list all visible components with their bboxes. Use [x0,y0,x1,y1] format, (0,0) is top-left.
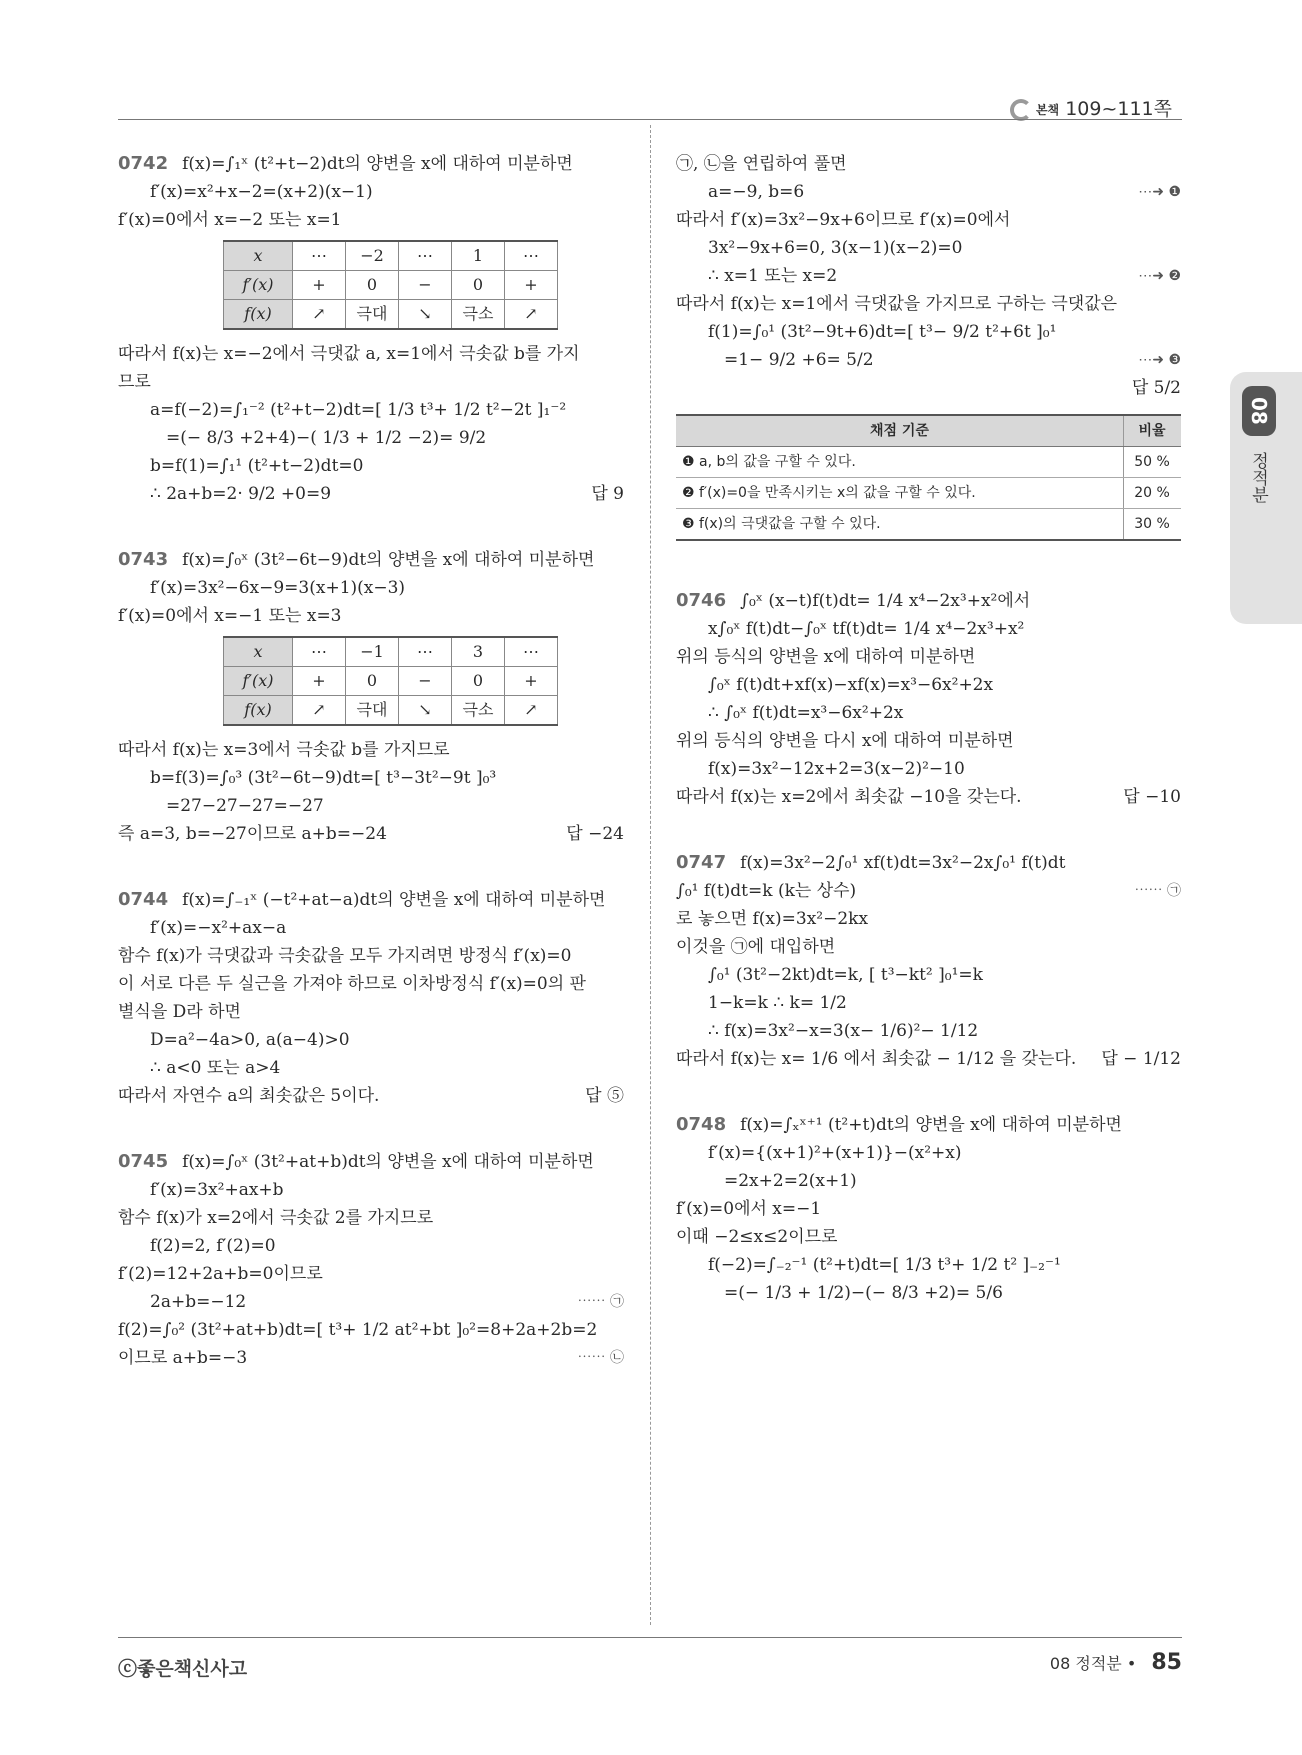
solution-text: =(− 1/3 + 1/2)−(− 8/3 +2)= 5/6 [724,1283,1003,1303]
solution-line [676,178,1181,206]
solution-line [118,178,624,206]
problem-heading [118,886,624,914]
section-gap [676,811,1181,849]
solution-line [676,206,1181,234]
column-divider [650,125,651,1625]
solution-line [676,933,1181,961]
section-gap [676,1073,1181,1111]
sign-table-cell: ↗ [293,696,346,726]
sign-table-cell: f(x) [224,696,293,726]
grading-row [676,478,1181,509]
solution-line [676,318,1181,346]
problem-statement: ∫₀ˣ (x−t)f(t)dt= 1/4 x⁴−2x³+x²에서 [740,591,1031,611]
sign-table-cell: ⋯ [293,637,346,667]
grading-criteria: ❸ f(x)의 극댓값을 구할 수 있다. [676,509,1124,541]
solution-line [676,643,1181,671]
solution-line [676,1139,1181,1167]
left-column [118,150,624,1372]
solution-text: 3x²−9x+6=0, 3(x−1)(x−2)=0 [708,238,963,258]
answer-label: 답 ⑤ [585,1086,624,1106]
solution-text: ∴ f(x)=3x²−x=3(x− 1/6)²− 1/12 [708,1021,979,1041]
solution-text: f(2)=2, f′(2)=0 [150,1236,276,1256]
solution-line [118,480,624,508]
grading-row [676,447,1181,478]
grading-criteria: ❶ a, b의 값을 구할 수 있다. [676,447,1124,478]
solution-line [118,1344,624,1372]
sign-table-cell: f′(x) [224,271,293,300]
step-marker: ⋯⋯ ㉡ [577,1350,624,1366]
solution-text: f′(x)=−x²+ax−a [150,918,287,938]
solution-text: ∫₀ˣ f(t)dt+xf(x)−xf(x)=x³−6x²+2x [708,675,994,695]
solution-text: f(2)=∫₀² (3t²+at+b)dt=[ t³+ 1/2 at²+bt ]₀²=8+2a+2b=2 [118,1320,598,1340]
problem-heading [118,150,624,178]
sign-table-row [224,637,558,667]
sign-table-cell: ⋯ [293,241,346,271]
solution-text: f(x)=3x²−12x+2=3(x−2)²−10 [708,759,965,779]
solution-line [118,340,624,368]
grading-header-criteria: 채점 기준 [676,415,1124,447]
solution-line [118,764,624,792]
solution-line [118,1204,624,1232]
solution-text: 따라서 f(x)는 x=−2에서 극댓값 a, x=1에서 극솟값 b를 가지 [118,344,580,364]
sign-table-cell: 1 [452,241,505,271]
header-rule [118,119,1182,120]
solution-text: b=f(1)=∫₁¹ (t²+t−2)dt=0 [150,456,364,476]
solution-line [118,1260,624,1288]
solution-text: f′(x)=0에서 x=−2 또는 x=1 [118,210,342,230]
problem-heading [118,1148,624,1176]
solution-line [676,783,1181,811]
solution-text: f′(x)=3x²−6x−9=3(x+1)(x−3) [150,578,406,598]
footer-page-info [1050,1650,1182,1675]
solution-text: =27−27−27=−27 [166,796,324,816]
sign-table-cell: 0 [452,271,505,300]
sign-table-cell: − [399,667,452,696]
sign-table-cell: f′(x) [224,667,293,696]
grading-table [676,414,1181,541]
solution-line [118,1176,624,1204]
solution-text: a=−9, b=6 [708,182,805,202]
solution-line [676,150,1181,178]
solution-line [118,792,624,820]
solution-line [676,1251,1181,1279]
sign-table-cell: x [224,637,293,667]
solution-text: ∫₀¹ (3t²−2kt)dt=k, [ t³−kt² ]₀¹=k [708,965,983,985]
sign-table-cell: −2 [346,241,399,271]
sign-table-row [224,300,558,330]
solution-text: 함수 f(x)가 x=2에서 극솟값 2를 가지므로 [118,1208,434,1228]
section-gap [118,508,624,546]
problem-heading [676,587,1181,615]
problem-number: 0742 [118,153,169,174]
sign-table-cell: + [293,667,346,696]
sign-table-cell: 극소 [452,300,505,330]
problem-number: 0743 [118,549,169,570]
solution-text: 2a+b=−12 [150,1292,247,1312]
sign-table-cell: 0 [452,667,505,696]
solution-line [118,1026,624,1054]
footer-section: 08 정적분 [1049,1654,1122,1673]
solution-text: f(−2)=∫₋₂⁻¹ (t²+t)dt=[ 1/3 t³+ 1/2 t² ]₋₂⁻¹ [708,1255,1061,1275]
solution-text: 위의 등식의 양변을 다시 x에 대하여 미분하면 [676,731,1014,751]
problem-statement: f(x)=∫₋₁ˣ (−t²+at−a)dt의 양변을 x에 대하여 미분하면 [182,890,606,910]
right-column [676,150,1181,1307]
sign-table-cell: ⋯ [505,637,558,667]
sign-table-row [224,271,558,300]
sign-table-cell: ↗ [505,696,558,726]
solution-line [118,1288,624,1316]
solution-line [118,942,624,970]
solution-line [676,290,1181,318]
sign-table-cell: + [505,667,558,696]
grading-header-row [676,415,1181,447]
solution-line [676,699,1181,727]
solution-text: ∴ x=1 또는 x=2 [708,266,838,286]
solution-line [676,374,1181,402]
sign-table [223,240,558,330]
solution-text: f′(x)={(x+1)²+(x+1)}−(x²+x) [708,1143,962,1163]
solution-text: ∴ ∫₀ˣ f(t)dt=x³−6x²+2x [708,703,904,723]
solution-text: x∫₀ˣ f(t)dt−∫₀ˣ tf(t)dt= 1/4 x⁴−2x³+x² [708,619,1025,639]
solution-text: =2x+2=2(x+1) [724,1171,857,1191]
solution-line [676,905,1181,933]
solution-text: 따라서 f(x)는 x=2에서 최솟값 −10을 갖는다. [676,787,1022,807]
solution-text: f′(x)=3x²+ax+b [150,1180,284,1200]
solution-text: 따라서 f′(x)=3x²−9x+6이므로 f′(x)=0에서 [676,210,1011,230]
sign-table-cell: 3 [452,637,505,667]
problem-number: 0745 [118,1151,169,1172]
problem-number: 0747 [676,852,727,873]
solution-text: 따라서 f(x)는 x= 1/6 에서 최솟값 − 1/12 을 갖는다. [676,1049,1077,1069]
sign-table-cell: −1 [346,637,399,667]
solution-line [676,989,1181,1017]
sign-table-row [224,241,558,271]
solution-line [676,262,1181,290]
chapter-tab [1230,372,1302,624]
sign-table-cell: 0 [346,271,399,300]
solution-text: f′(x)=x²+x−2=(x+2)(x−1) [150,182,373,202]
solution-line [118,736,624,764]
solution-text: 이므로 a+b=−3 [118,1348,248,1368]
solution-line [118,1316,624,1344]
step-marker: ⋯⋯ ㉠ [577,1294,624,1310]
solution-text: ∴ 2a+b=2· 9/2 +0=9 [150,484,332,504]
grading-ratio: 50 % [1124,447,1182,478]
return-arrow-icon [1010,99,1032,121]
solution-line [118,970,624,998]
step-marker: ⋯➜ ❶ [1138,184,1181,200]
page-range: 109~111쪽 [1065,98,1172,120]
problem-statement: f(x)=∫ₓˣ⁺¹ (t²+t)dt의 양변을 x에 대하여 미분하면 [740,1115,1122,1135]
sign-table-cell: ⋯ [399,637,452,667]
solution-text: =(− 8/3 +2+4)−( 1/3 + 1/2 −2)= 9/2 [166,428,487,448]
section-gap [118,1110,624,1148]
solution-text: 1−k=k ∴ k= 1/2 [708,993,847,1013]
solution-line [676,346,1181,374]
answer-label: 답 5/2 [1131,378,1181,398]
solution-line [676,755,1181,783]
answer-label: 답 −24 [566,824,624,844]
problem-heading [676,849,1181,877]
solution-text: 따라서 f(x)는 x=1에서 극댓값을 가지므로 구하는 극댓값은 [676,294,1118,314]
page-number: 85 [1151,1650,1182,1675]
solution-text: 따라서 f(x)는 x=3에서 극솟값 b를 가지므로 [118,740,450,760]
step-marker: ⋯➜ ❸ [1138,352,1181,368]
solution-text: 즉 a=3, b=−27이므로 a+b=−24 [118,824,387,844]
solution-line [118,1082,624,1110]
problem-number: 0748 [676,1114,727,1135]
sign-table-cell: f(x) [224,300,293,330]
sign-table-cell: + [293,271,346,300]
solution-line [118,574,624,602]
sign-table-cell: 극소 [452,696,505,726]
solution-line [118,998,624,1026]
sign-table-row [224,667,558,696]
sign-table-cell: x [224,241,293,271]
solution-line [118,424,624,452]
grading-header-ratio: 비율 [1124,415,1182,447]
solution-line [118,820,624,848]
solution-line [676,615,1181,643]
problem-statement: f(x)=3x²−2∫₀¹ xf(t)dt=3x²−2x∫₀¹ f(t)dt [740,853,1066,873]
solution-text: 함수 f(x)가 극댓값과 극솟값을 모두 가지려면 방정식 f′(x)=0 [118,946,572,966]
solution-text: f′(2)=12+2a+b=0이므로 [118,1264,323,1284]
solution-text: 이때 −2≤x≤2이므로 [676,1227,838,1247]
solution-text: ㉠, ㉡을 연립하여 풀면 [676,154,847,174]
solution-text: a=f(−2)=∫₁⁻² (t²+t−2)dt=[ 1/3 t³+ 1/2 t²−2t ]₁⁻² [150,400,567,420]
solution-line [118,368,624,396]
solution-line [118,206,624,234]
solution-line [118,1054,624,1082]
solution-line [118,396,624,424]
solution-text: 따라서 자연수 a의 최솟값은 5이다. [118,1086,380,1106]
solution-text: 이것을 ㉠에 대입하면 [676,937,836,957]
problem-number: 0744 [118,889,169,910]
solution-line [676,961,1181,989]
problem-statement: f(x)=∫₀ˣ (3t²−6t−9)dt의 양변을 x에 대하여 미분하면 [182,550,595,570]
book-label: 본책 [1035,103,1060,117]
solution-line [118,602,624,630]
answer-label: 답 9 [591,484,624,504]
solution-line [676,727,1181,755]
problem-statement: f(x)=∫₀ˣ (3t²+at+b)dt의 양변을 x에 대하여 미분하면 [182,1152,594,1172]
solution-text: ∫₀¹ f(t)dt=k (k는 상수) [676,881,857,901]
solution-line [676,1017,1181,1045]
solution-text: f′(x)=0에서 x=−1 [676,1199,822,1219]
section-gap [118,848,624,886]
problem-statement: f(x)=∫₁ˣ (t²+t−2)dt의 양변을 x에 대하여 미분하면 [182,154,573,174]
grading-ratio: 20 % [1124,478,1182,509]
problem-heading [676,1111,1181,1139]
footer-bullet: • [1126,1654,1137,1673]
solution-text: =1− 9/2 +6= 5/2 [724,350,874,370]
solution-text: D=a²−4a>0, a(a−4)>0 [150,1030,350,1050]
grading-ratio: 30 % [1124,509,1182,541]
sign-table-cell: ↗ [293,300,346,330]
sign-table [223,636,558,726]
solution-line [118,914,624,942]
solution-line [676,1195,1181,1223]
grading-criteria: ❷ f′(x)=0을 만족시키는 x의 값을 구할 수 있다. [676,478,1124,509]
sign-table-cell: ↘ [399,696,452,726]
sign-table-cell: 극대 [346,300,399,330]
problem-number: 0746 [676,590,727,611]
solution-text: f(1)=∫₀¹ (3t²−9t+6)dt=[ t³− 9/2 t²+6t ]₀¹ [708,322,1057,342]
sign-table-cell: − [399,271,452,300]
sign-table-cell: ⋯ [505,241,558,271]
chapter-title: 정적분 [1248,452,1268,503]
sign-table-cell: 극대 [346,696,399,726]
answer-label: 답 −10 [1123,787,1181,807]
sign-table-cell: ⋯ [399,241,452,271]
solution-line [676,234,1181,262]
page-reference [1010,94,1172,121]
solution-text: 별식을 D라 하면 [118,1002,241,1022]
solution-text: 로 놓으면 f(x)=3x²−2kx [676,909,869,929]
solution-line [676,877,1181,905]
solution-text: 위의 등식의 양변을 x에 대하여 미분하면 [676,647,976,667]
solution-text: 이 서로 다른 두 실근을 가져야 하므로 이차방정식 f′(x)=0의 판 [118,974,586,994]
solution-line [676,1279,1181,1307]
sign-table-cell: 0 [346,667,399,696]
section-gap [676,549,1181,587]
solution-text: f′(x)=0에서 x=−1 또는 x=3 [118,606,342,626]
problem-heading [118,546,624,574]
sign-table-cell: + [505,271,558,300]
grading-row [676,509,1181,541]
sign-table-cell: ↗ [505,300,558,330]
answer-label: 답 − 1/12 [1101,1049,1181,1069]
solution-line [676,1223,1181,1251]
chapter-number: 08 [1242,386,1276,436]
step-marker: ⋯➜ ❷ [1138,268,1181,284]
solution-line [118,452,624,480]
footer-rule [118,1637,1182,1638]
publisher: ⓒ좋은책신사고 [118,1658,248,1680]
solution-line [676,1045,1181,1073]
solution-text: ∴ a<0 또는 a>4 [150,1058,281,1078]
solution-line [118,1232,624,1260]
solution-line [676,1167,1181,1195]
sign-table-cell: ↘ [399,300,452,330]
step-marker: ⋯⋯ ㉠ [1134,883,1181,899]
solution-text: b=f(3)=∫₀³ (3t²−6t−9)dt=[ t³−3t²−9t ]₀³ [150,768,497,788]
solution-text: 므로 [118,372,151,392]
solution-line [676,671,1181,699]
sign-table-row [224,696,558,726]
